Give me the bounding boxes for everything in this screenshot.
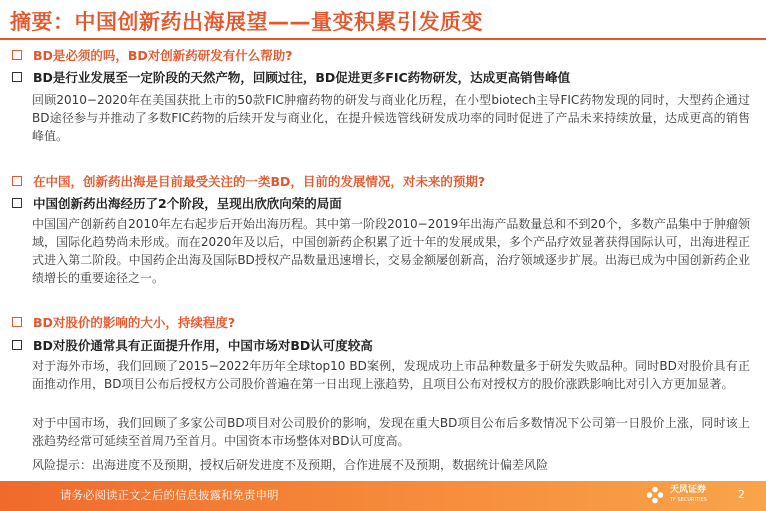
question-1 xyxy=(12,46,293,64)
tf-securities-logo xyxy=(644,484,707,506)
title-divider xyxy=(0,38,766,40)
paragraph-3: 对于海外市场，我们回顾了2015−2022年历年全球top10 BD案例，发现成功上市品种数量多于研发失败品种。同时BD对股价具有正面推动作用，BD项目公布后授权方公司股价普遍在第一日出现上涨趋势，且项目公布对授权方的股价涨跌影响比对引入方更加显著。 xyxy=(32,359,750,391)
question-3-text: BD对股价的影响的大小，持续程度? xyxy=(33,315,236,330)
tf-securities-logo-icon xyxy=(644,484,666,506)
answer-3 xyxy=(12,336,373,354)
square-bullet-icon xyxy=(12,50,22,60)
square-bullet-icon xyxy=(12,72,22,82)
question-2-text: 在中国，创新药出海是目前最受关注的一类BD，目前的发展情况，对未来的预期? xyxy=(33,174,486,189)
answer-1-text: BD是行业发展至一定阶段的天然产物，回顾过往，BD促进更多FIC药物研发，达成更高销售峰值 xyxy=(33,70,571,85)
answer-1 xyxy=(12,68,570,86)
footer-disclaimer: 请务必阅读正文之后的信息披露和免责申明 xyxy=(60,488,279,502)
page-title: 摘要：中国创新药出海展望——量变积累引发质变 xyxy=(10,10,483,34)
paragraph-1: 回顾2010−2020年在美国获批上市的50款FIC肿瘤药物的研发与商业化历程，在小型biotech主导FIC药物发现的同时，大型药企通过BD途径参与并推动了多数FIC药物的后续开发与商业化，在提升候选管线研发成功率的同时促进了产品未来持续放量，达成更高的销售峰值。 xyxy=(32,93,750,143)
paragraph-4: 对于中国市场，我们回顾了多家公司BD项目对公司股价的影响，发现在重大BD项目公布后多数情况下公司第一日股价上涨，同时该上涨趋势经常可延续至首周乃至首月。中国资本市场整体对BD认可度高。 xyxy=(32,416,750,448)
square-bullet-icon xyxy=(12,317,22,327)
logo-text-en: TF SECURITIES xyxy=(670,497,707,503)
square-bullet-icon xyxy=(12,340,22,350)
logo-text-cn: 天风证券 xyxy=(670,485,707,495)
risk-warning: 风险提示：出海进度不及预期，授权后研发进度不及预期，合作进展不及预期，数据统计偏差风险 xyxy=(32,458,549,472)
answer-2 xyxy=(12,194,342,212)
question-3 xyxy=(12,313,235,331)
square-bullet-icon xyxy=(12,198,22,208)
question-1-text: BD是必须的吗，BD对创新药研发有什么帮助? xyxy=(33,48,293,63)
question-2 xyxy=(12,172,485,190)
answer-3-text: BD对股价通常具有正面提升作用，中国市场对BD认可度较高 xyxy=(33,338,373,353)
answer-2-text: 中国创新药出海经历了2个阶段，呈现出欣欣向荣的局面 xyxy=(33,196,342,211)
square-bullet-icon xyxy=(12,176,22,186)
paragraph-2: 中国国产创新药自2010年左右起步后开始出海历程。其中第一阶段2010−2019年出海产品数量总和不到20个，多数产品集中于肿瘤领域，国际化趋势尚未形成。而在2020年及以后，中国创新药企积累了近十年的发展成果，多个产品疗效显著获得国际认可，出海进程正式进入第二阶段。中国药企出海及国际BD授权产品数量迅速增长，交易金额屡创新高，治疗领域逐步扩展。出海已成为中国创新药企业绩增长的重要途径之一。 xyxy=(32,217,750,285)
page-number: 2 xyxy=(738,488,745,501)
